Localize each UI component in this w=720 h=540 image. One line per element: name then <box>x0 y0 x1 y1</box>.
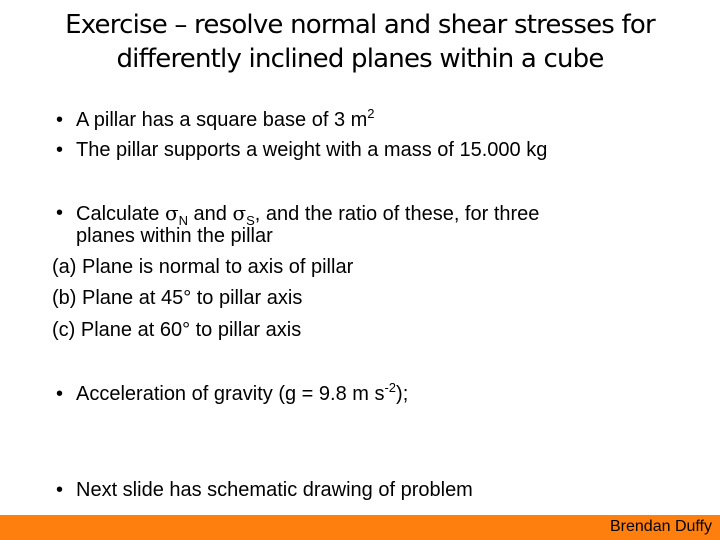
sigma-symbol: σ <box>232 201 247 225</box>
bullet-marker: • <box>56 479 64 501</box>
bullet-marker: • <box>56 109 64 131</box>
bullet-text: planes within the pillar <box>76 225 273 247</box>
bullet-marker: • <box>56 202 64 224</box>
bullet-marker: • <box>56 139 64 161</box>
bullet-marker: • <box>56 383 64 405</box>
sigma-symbol: σ <box>164 201 179 225</box>
superscript: -2 <box>384 380 397 395</box>
bullet-text: A pillar has a square base of 3 $m^2$ <box>76 106 375 131</box>
subscript-n: N <box>178 213 188 228</box>
plane-item-b: (b) Plane at 45° to pillar axis <box>52 287 303 309</box>
footer-author: Brendan Duffy <box>610 518 712 535</box>
plane-item-c: (c) Plane at 60° to pillar axis <box>52 319 302 341</box>
bullet-text: Acceleration of gravity (g = 9.8 m $s^{-2}$); <box>76 380 409 405</box>
slide-title-line-2: differently inclined planes within a cube <box>116 44 604 74</box>
footer-bar <box>0 515 720 540</box>
subscript-s: S <box>246 213 255 228</box>
plane-item-a: (a) Plane is normal to axis of pillar <box>52 256 354 278</box>
superscript: 2 <box>367 106 375 121</box>
bullet-text: The pillar supports a weight with a mass of 15.000 kg <box>76 139 548 161</box>
bullet-text: Calculate $\sigma_N$ and $\sigma_S$, and the ratio of these, for three <box>76 201 540 228</box>
bullet-text: Next slide has schematic drawing of problem <box>76 479 473 501</box>
slide-title-line-1: Exercise – resolve normal and shear stresses for <box>65 10 655 40</box>
